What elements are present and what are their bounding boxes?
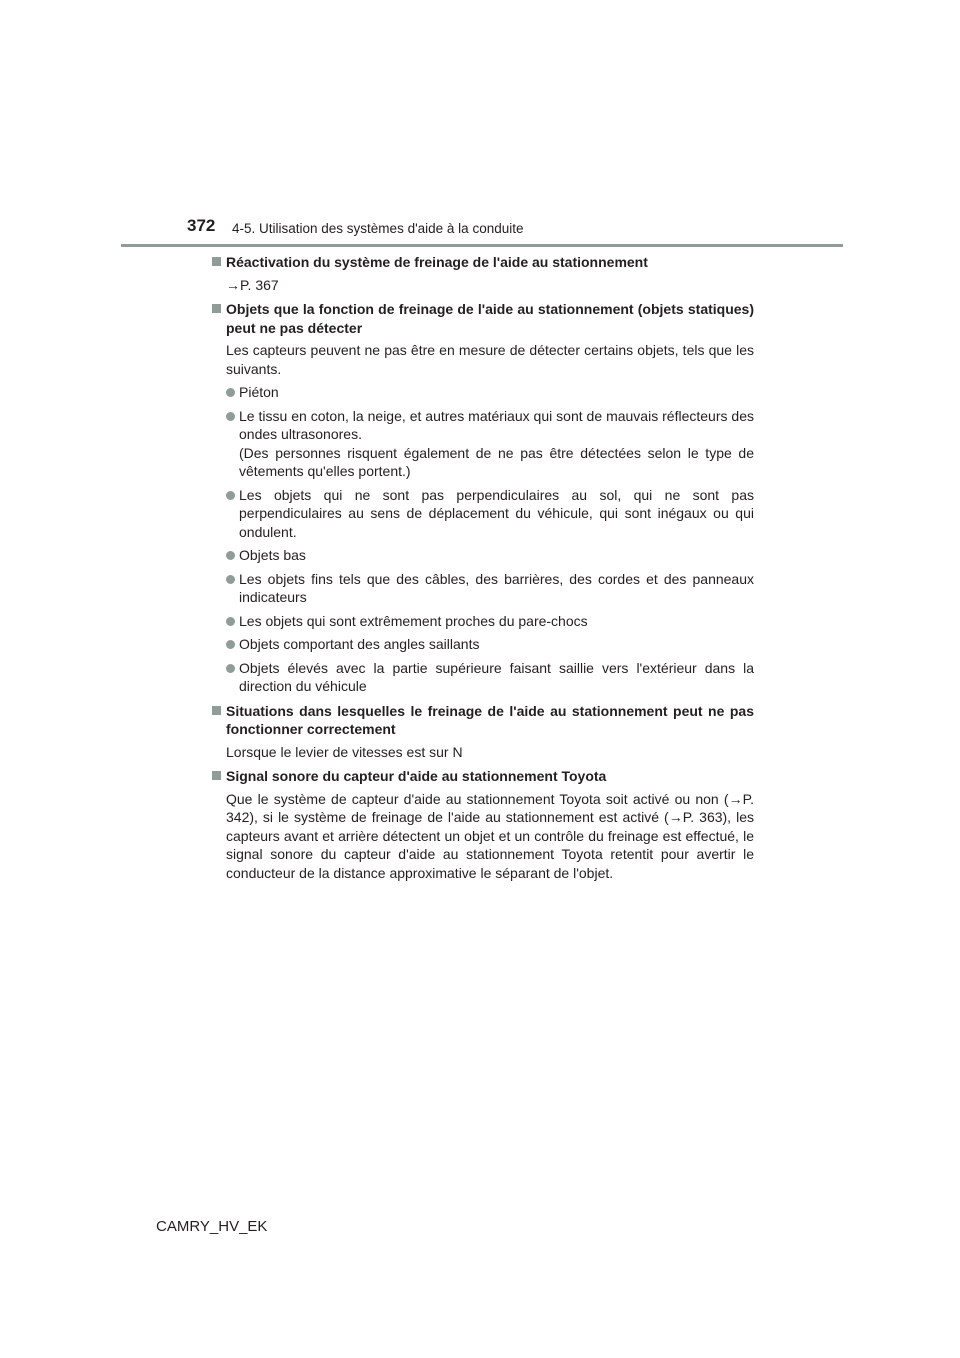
list-item-text: Les objets qui sont extrêmement proches du pare-chocs [239,612,588,629]
list-item-text: Piéton [239,384,279,400]
list-item [211,570,754,607]
square-bullet-icon [212,706,221,715]
heading-text: Réactivation du système de freinage de l'aide au stationnement [226,254,648,270]
circle-bullet-icon [226,551,235,560]
circle-bullet-icon [226,412,235,421]
section-text: Lorsque le levier de vitesses est sur N [226,743,463,760]
section-text: Les capteurs peuvent ne pas être en mesure de détecter certains objets, tels que les suivants. [226,342,754,377]
circle-bullet-icon [226,388,235,397]
header-rule [121,244,843,247]
circle-bullet-icon [226,617,235,626]
heading-text: Objets que la fonction de freinage de l'aide au stationnement (objets statiques) peut ne pas détecter [226,301,754,336]
circle-bullet-icon [226,575,235,584]
section-heading [211,702,754,739]
section-text: →P. 367 [226,276,279,293]
section-title: 4-5. Utilisation des systèmes d'aide à la conduite [232,221,524,236]
square-bullet-icon [212,257,221,266]
list-item [211,486,754,542]
list-item-text: Les objets qui ne sont pas perpendiculaires au sol, qui ne sont pas perpendiculaires au sens de déplacement du véhicule, qui sont inégaux ou qui ondulent. [239,486,754,540]
page-content [211,253,754,882]
list-item [211,407,754,481]
list-item-text: Objets bas [239,547,306,563]
circle-bullet-icon [226,491,235,500]
page-number: 372 [187,216,216,235]
section-heading [211,767,754,786]
list-item-note: (Des personnes risquent également de ne pas être détectées selon le type de vêtements qu'elles portent.) [239,444,754,479]
list-item-text: Objets élevés avec la partie supérieure faisant saillie vers l'extérieur dans la direction du véhicule [239,659,754,694]
list-item [211,612,754,631]
list-item-text: Les objets fins tels que des câbles, des barrières, des cordes et des panneaux indicateurs [239,570,754,605]
list-item [211,383,754,402]
list-item [211,659,754,696]
square-bullet-icon [212,304,221,313]
list-item [211,635,754,654]
document-code: CAMRY_HV_EK [156,1218,268,1235]
heading-text: Signal sonore du capteur d'aide au stationnement Toyota [226,768,607,784]
section-text: Que le système de capteur d'aide au stationnement Toyota soit activé ou non (→P. 342), si le système de freinage de l'aide au stationnement est activé (→P. 363), les capteurs avant et arrière détectent un objet et un contrôle du freinage est effectué, le signal sonore du capteur d'aide au stationnement Toyota retentit pour avertir le conducteur de la distance approximative le séparant de l'objet. [226,790,754,881]
list-item-text: Objets comportant des angles saillants [239,636,480,652]
circle-bullet-icon [226,640,235,649]
list-item [211,546,754,565]
heading-text: Situations dans lesquelles le freinage de l'aide au stationnement peut ne pas fonctionner correctement [226,702,754,737]
square-bullet-icon [212,771,221,780]
section-heading [211,300,754,337]
section-heading [211,253,754,272]
list-item-text: Le tissu en coton, la neige, et autres matériaux qui sont de mauvais réflecteurs des ondes ultrasonores. [239,407,754,442]
circle-bullet-icon [226,664,235,673]
